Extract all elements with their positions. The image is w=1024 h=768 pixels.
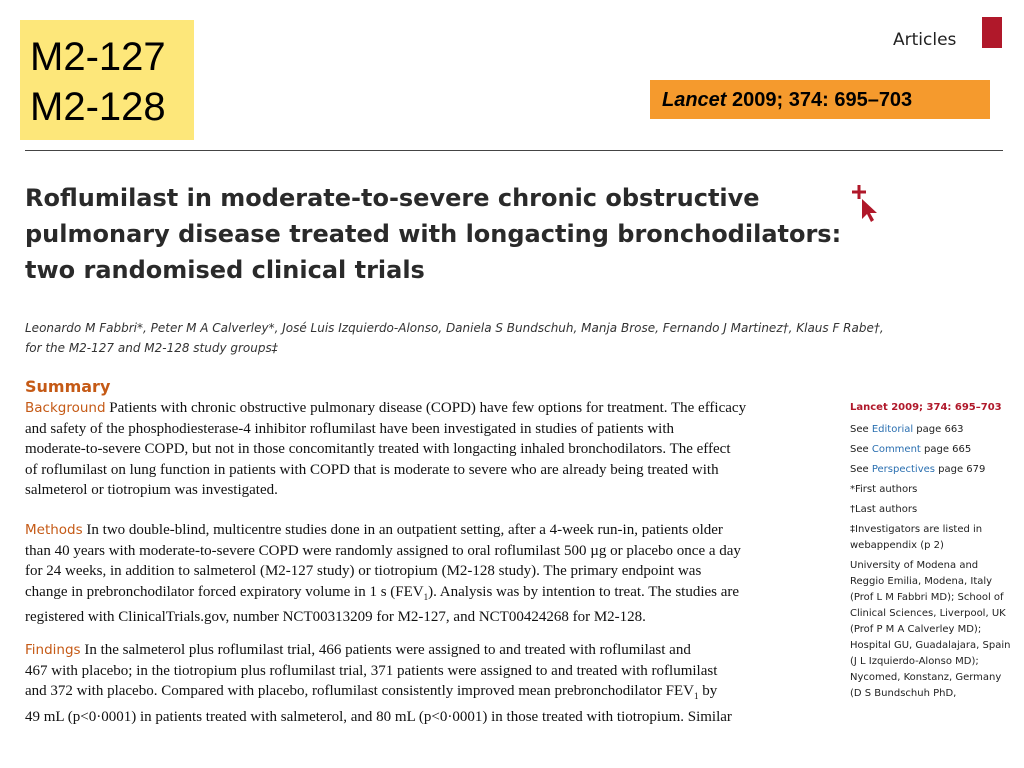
summary-heading: Summary xyxy=(25,377,111,396)
paragraph-line: salmeterol or tiotropium was investigated. xyxy=(25,482,278,498)
author-list xyxy=(25,318,884,358)
header-divider xyxy=(25,150,1003,151)
fev-subscript: 1 xyxy=(423,591,429,602)
first-authors-note: *First authors xyxy=(850,484,918,495)
background-label: Background xyxy=(25,400,106,416)
see-prefix: See xyxy=(850,444,872,455)
update-icon[interactable] xyxy=(850,183,880,223)
see-perspectives xyxy=(850,462,1010,478)
citation-box xyxy=(650,80,990,119)
affiliation-line: Clinical Sciences, Liverpool, UK xyxy=(850,608,1006,619)
sidebar xyxy=(850,400,1010,708)
affiliation-line: (D S Bundschuh PhD, xyxy=(850,688,957,699)
see-comment xyxy=(850,442,1010,458)
paragraph-line: change in prebronchodilator forced expiratory volume in 1 s (FEV xyxy=(25,583,424,600)
section-label-articles: Articles xyxy=(893,30,957,50)
paragraph-line: In two double-blind, multicentre studies done in an outpatient setting, after a 4-week run-in, patients older xyxy=(82,522,723,538)
affiliation-line: University of Modena and xyxy=(850,560,979,571)
affiliation-line: Nycomed, Konstanz, Germany xyxy=(850,672,1002,683)
paragraph-line: registered with ClinicalTrials.gov, number NCT00313209 for M2-127, and NCT00424268 for M2-128. xyxy=(25,609,646,625)
see-prefix: See xyxy=(850,424,872,435)
study-code-1: M2-127 xyxy=(30,35,166,79)
fev-subscript: 1 xyxy=(694,691,699,701)
study-code-2: M2-128 xyxy=(30,85,166,129)
affiliation-line: (J L Izquierdo-Alonso MD); xyxy=(850,656,979,667)
see-editorial xyxy=(850,422,1010,438)
paragraph-line: and 372 with placebo. Compared with placebo, roflumilast consistently improved mean prebronchodilator FEV xyxy=(25,683,695,699)
title-line: two randomised clinical trials xyxy=(25,256,425,284)
last-authors-note: †Last authors xyxy=(850,504,918,515)
paragraph-line: moderate-to-severe COPD, but not in those concomitantly treated with longacting inhaled bronchodilators. The effect xyxy=(25,441,731,457)
citation-details: 2009; 374: 695–703 xyxy=(726,89,913,111)
study-code-box xyxy=(20,20,194,140)
findings-label: Findings xyxy=(25,642,81,658)
methods-paragraph xyxy=(25,520,837,628)
methods-label: Methods xyxy=(25,522,83,538)
sidebar-citation: Lancet 2009; 374: 695–703 xyxy=(850,402,1002,413)
affiliation-line: Hospital GU, Guadalajara, Spain xyxy=(850,640,1011,651)
see-suffix: page 663 xyxy=(913,424,964,435)
paragraph-line: ). Analysis was by intention to treat. The studies are xyxy=(428,583,740,600)
paragraph-line: by xyxy=(698,683,718,699)
affiliations xyxy=(850,558,1010,708)
investigators-note: ‡Investigators are listed in xyxy=(850,524,983,535)
see-prefix: See xyxy=(850,464,872,475)
paragraph-line: than 40 years with moderate-to-severe COPD were randomly assigned to oral roflumilast 500 µg or placebo once a day xyxy=(25,542,741,559)
paragraph-line: for 24 weeks, in addition to salmeterol (M2-127 study) or tiotropium (M2-128 study). The primary endpoint was xyxy=(25,563,702,579)
comment-link[interactable]: Comment xyxy=(871,444,921,455)
paragraph-line: 49 mL (p<0·0001) in patients treated with salmeterol, and 80 mL (p<0·0001) in those treated with tiotropium. Similar xyxy=(25,708,732,725)
see-suffix: page 679 xyxy=(934,464,986,475)
affiliation-line: (Prof P M A Calverley MD); xyxy=(850,624,982,635)
see-suffix: page 665 xyxy=(920,444,972,455)
author-line: for the M2-127 and M2-128 study groups‡ xyxy=(25,341,278,355)
author-line: Leonardo M Fabbri*, Peter M A Calverley*, José Luis Izquierdo-Alonso, Daniela S Bundschuh, Manja Brose, Fernando J Martinez†, Klaus F Rabe†, xyxy=(25,321,884,335)
paragraph-line: and safety of the phosphodiesterase-4 inhibitor roflumilast have been investigated in studies of patients with xyxy=(25,420,675,437)
editorial-link[interactable]: Editorial xyxy=(871,424,914,435)
background-paragraph xyxy=(25,398,837,501)
affiliation-line: (Prof L M Fabbri MD); School of xyxy=(850,592,1004,603)
investigators-note: webappendix (p 2) xyxy=(850,540,944,551)
paragraph-line: Patients with chronic obstructive pulmonary disease (COPD) have few options for treatment. The efficacy xyxy=(105,400,747,416)
paragraph-line: In the salmeterol plus roflumilast trial, 466 patients were assigned to and treated with roflumilast and xyxy=(80,642,691,658)
title-line: pulmonary disease treated with longacting bronchodilators: xyxy=(25,220,842,248)
findings-paragraph xyxy=(25,640,837,725)
journal-color-tab xyxy=(982,17,1002,48)
affiliation-line: Reggio Emilia, Modena, Italy xyxy=(850,576,993,587)
title-line: Roflumilast in moderate-to-severe chronic obstructive xyxy=(25,184,760,212)
paragraph-line: 467 with placebo; in the tiotropium plus roflumilast trial, 371 patients were assigned to and treated with roflumilast xyxy=(25,662,718,679)
citation-journal: Lancet xyxy=(662,89,727,111)
paragraph-line: of roflumilast on lung function in patients with COPD that is moderate to severe who are already being treated with xyxy=(25,461,719,478)
perspectives-link[interactable]: Perspectives xyxy=(871,464,935,475)
article-title xyxy=(25,180,845,288)
